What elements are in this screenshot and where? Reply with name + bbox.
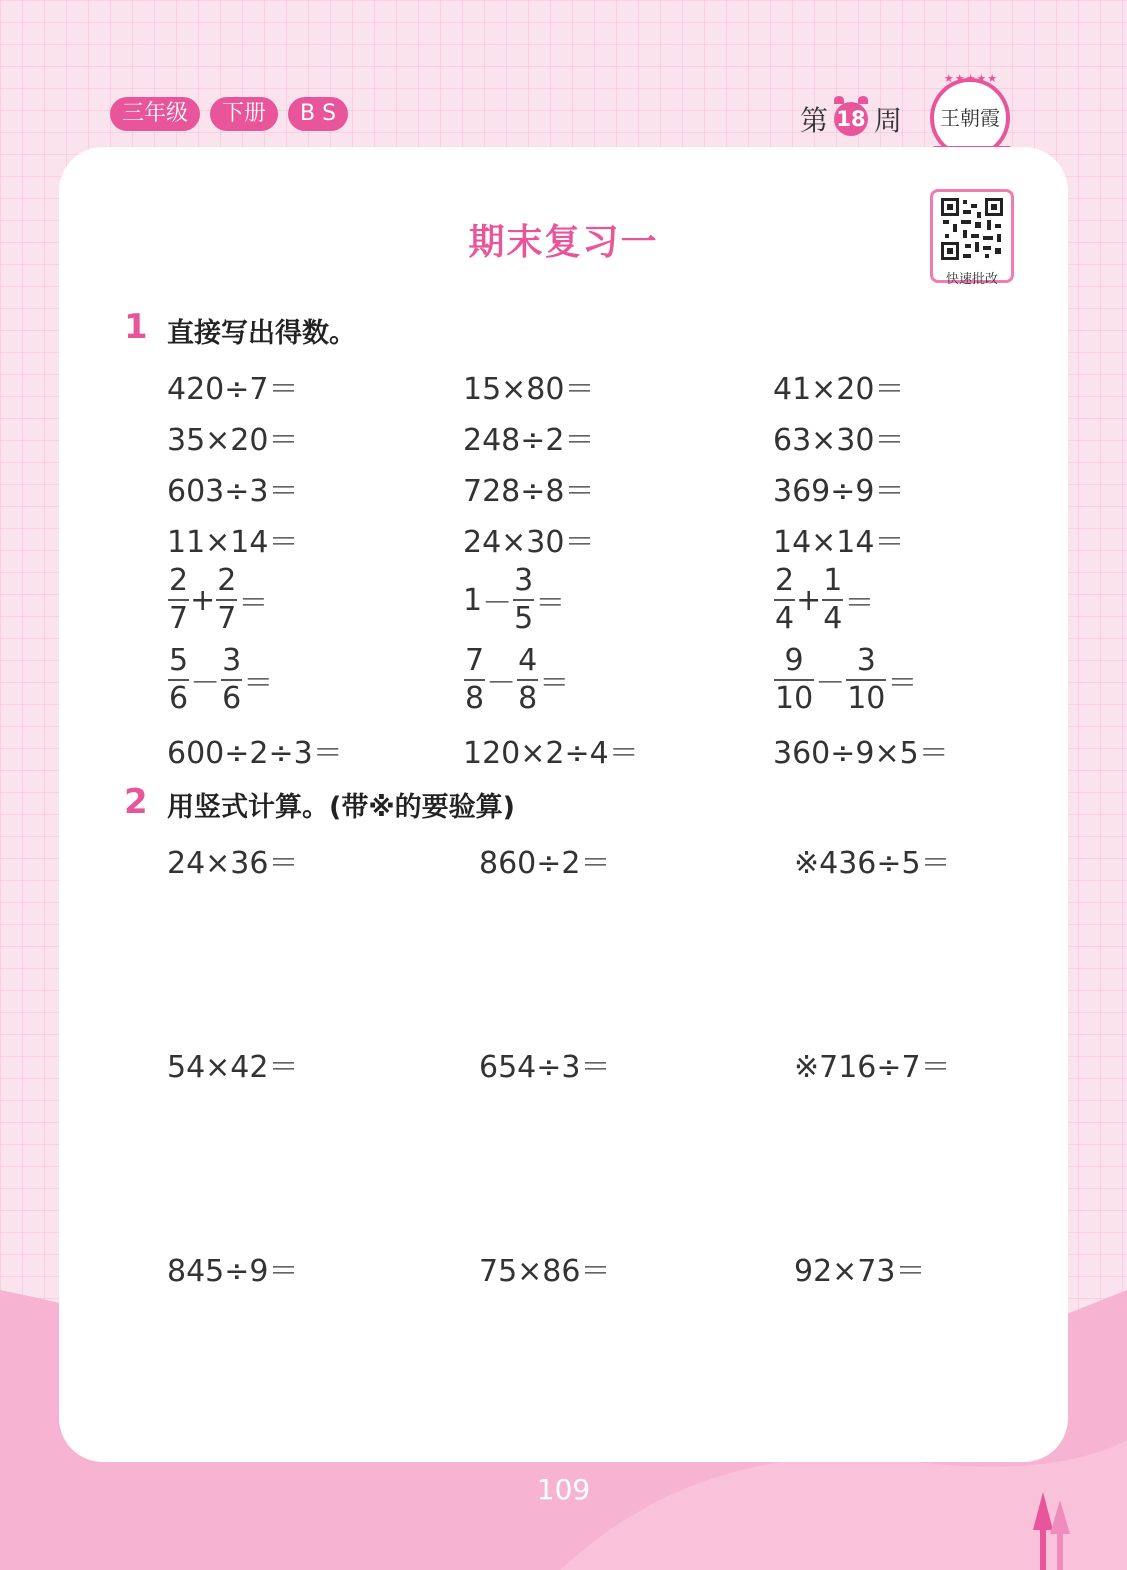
problem-1-2: 15×80＝ <box>463 372 595 407</box>
problem-4-2: 24×30＝ <box>463 525 595 560</box>
operator: － <box>482 586 513 621</box>
equals-sign: ＝ <box>238 586 269 621</box>
denominator: 5 <box>514 601 534 636</box>
fraction <box>168 563 189 636</box>
denominator: 7 <box>217 601 237 636</box>
numerator: 3 <box>514 563 534 598</box>
denominator: 8 <box>465 681 485 716</box>
section-1-number: 1 <box>124 307 148 347</box>
fraction-problem <box>167 563 269 636</box>
vertical-problem-2-1: 54×42＝ <box>167 1050 299 1085</box>
numerator: 3 <box>856 643 876 678</box>
fraction <box>774 563 795 636</box>
edition-tag: B S <box>288 97 348 131</box>
grade-tags <box>110 97 348 131</box>
operator: － <box>486 666 517 701</box>
vertical-problem-1-3: ※436÷5＝ <box>794 846 951 881</box>
fraction <box>168 643 189 716</box>
denominator: 4 <box>775 601 795 636</box>
problem-3-1: 603÷3＝ <box>167 474 299 509</box>
denominator: 8 <box>518 681 538 716</box>
operator: + <box>796 582 822 618</box>
fraction <box>221 643 242 716</box>
fraction <box>216 563 237 636</box>
equals-sign: ＝ <box>535 586 566 621</box>
page-number: 109 <box>536 1473 591 1506</box>
qr-code-icon <box>941 198 1003 260</box>
vertical-problem-2-3: ※716÷7＝ <box>794 1050 951 1085</box>
fraction <box>822 563 843 636</box>
grade-tag: 三年级 <box>110 97 200 131</box>
problem-2-1: 35×20＝ <box>167 423 299 458</box>
operator: － <box>815 666 846 701</box>
week-suffix: 周 <box>874 104 903 137</box>
numerator: 7 <box>465 643 485 678</box>
fraction <box>517 643 538 716</box>
problem-1-1: 420÷7＝ <box>167 372 299 407</box>
fraction <box>464 643 485 716</box>
problem-1-3: 41×20＝ <box>773 372 905 407</box>
star-icon: ★★★★★ <box>943 72 999 85</box>
logo-seal: 王朝霞 <box>930 78 1010 158</box>
problem-7-2: 120×2÷4＝ <box>463 736 639 771</box>
vertical-problem-3-1: 845÷9＝ <box>167 1254 299 1289</box>
denominator: 4 <box>823 601 843 636</box>
problem-7-1: 600÷2÷3＝ <box>167 736 343 771</box>
fraction <box>774 643 814 716</box>
numerator: 2 <box>169 563 189 598</box>
vertical-problem-1-1: 24×36＝ <box>167 846 299 881</box>
operator: － <box>190 666 221 701</box>
section-2-number: 2 <box>124 782 148 822</box>
problem-4-3: 14×14＝ <box>773 525 905 560</box>
equals-sign: ＝ <box>844 586 875 621</box>
numerator: 2 <box>217 563 237 598</box>
qr-label: 快速批改 <box>945 272 998 287</box>
vertical-problem-3-3: 92×73＝ <box>794 1254 926 1289</box>
fraction <box>846 643 886 716</box>
numerator: 5 <box>169 643 189 678</box>
equals-sign: ＝ <box>539 666 570 701</box>
numerator: 4 <box>518 643 538 678</box>
problem-2-3: 63×30＝ <box>773 423 905 458</box>
operator: + <box>190 582 216 618</box>
denominator: 6 <box>169 681 189 716</box>
problem-3-2: 728÷8＝ <box>463 474 595 509</box>
denominator: 10 <box>775 681 814 716</box>
week-number: 18 <box>836 107 866 131</box>
vertical-problem-2-2: 654÷3＝ <box>479 1050 611 1085</box>
problem-2-2: 248÷2＝ <box>463 423 595 458</box>
alarm-clock-icon <box>834 102 868 136</box>
fraction-problem <box>773 643 918 716</box>
numerator: 1 <box>823 563 843 598</box>
whole-number: 1 <box>463 582 483 618</box>
vertical-problem-3-2: 75×86＝ <box>479 1254 611 1289</box>
equals-sign: ＝ <box>887 666 918 701</box>
fraction <box>513 563 534 636</box>
section-2-title: 用竖式计算。(带※的要验算) <box>167 792 515 823</box>
problem-3-3: 369÷9＝ <box>773 474 905 509</box>
vertical-problem-1-2: 860÷2＝ <box>479 846 611 881</box>
fraction-problem <box>773 563 875 636</box>
denominator: 7 <box>169 601 189 636</box>
problem-7-3: 360÷9×5＝ <box>773 736 949 771</box>
volume-tag: 下册 <box>210 97 278 131</box>
fraction-problem <box>463 643 570 716</box>
problem-4-1: 11×14＝ <box>167 525 299 560</box>
denominator: 6 <box>222 681 242 716</box>
fraction-problem <box>463 563 566 636</box>
equals-sign: ＝ <box>243 666 274 701</box>
week-indicator <box>800 99 902 139</box>
week-prefix: 第 <box>800 104 829 137</box>
denominator: 10 <box>847 681 886 716</box>
numerator: 3 <box>222 643 242 678</box>
section-1-title: 直接写出得数。 <box>167 318 356 349</box>
qr-code-box[interactable] <box>930 189 1014 287</box>
page-title: 期末复习一 <box>468 222 659 263</box>
fraction-problem <box>167 643 274 716</box>
numerator: 2 <box>775 563 795 598</box>
numerator: 9 <box>784 643 804 678</box>
